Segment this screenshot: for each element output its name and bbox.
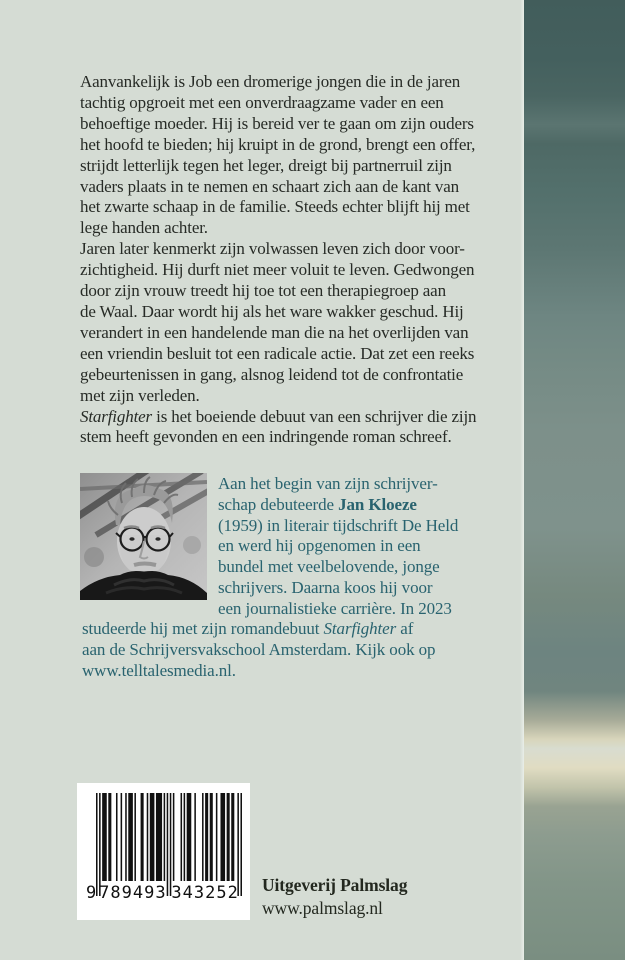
svg-text:9: 9 [86,883,98,903]
publisher-name: Uitgeverij Palmslag [262,875,408,895]
barcode [77,783,250,920]
publisher-block [262,874,407,920]
author-bio-beside-photo: Aan het begin van zijn schrijver- schap debuteerde Jan Kloeze (1959) in literair tijdschrift De Held en werd hij opgenomen in een bundel met veelbelovende, jonge schrijvers. Daarna koos hij voor een journalistieke carrière. In 2023 [218,474,459,618]
barcode-svg [85,793,243,911]
synopsis-paragraph-2: Jaren later kenmerkt zijn volwassen leven zich door voor- zichtigheid. Hij durft niet meer voluit te leven. Gedwongen door zijn vrouw treedt hij toe tot een therapiegroep aan de Waal. Daar wordt hij als het ware wakker geschud. Hij verandert in een handelende man die na het overlijden van een vriendin besluit tot een radicale actie. Dat zet een reeks gebeurtenissen in gang, alsnog leidend tot de confrontatie met zijn verleden. [80,239,475,405]
cover-photo-strip [524,0,625,960]
synopsis-text [80,72,500,448]
svg-text:343252: 343252 [171,883,239,903]
author-bio-below-photo: studeerde hij met zijn romandebuut Starfighter af aan de Schrijversvakschool Amsterdam. Kijk ook op www.telltalesmedia.nl. [82,619,436,680]
svg-text:789493: 789493 [99,883,167,903]
author-portrait-graphic [80,473,207,600]
publisher-website: www.palmslag.nl [262,898,383,918]
synopsis-paragraph-3: Starfighter is het boeiende debuut van een schrijver die zijn stem heeft gevonden en een indringende roman schreef. [80,406,477,447]
author-photo [80,473,207,600]
synopsis-paragraph-1: Aanvankelijk is Job een dromerige jongen die in de jaren tachtig opgroeit met een onverdraagzame vader en een behoeftige moeder. Hij is bereid ver te gaan om zijn ouders het hoofd te bieden; hij kruipt in de grond, brengt een offer, strijdt letterlijk tegen het leger, dreigt bij partnerruil zijn vaders plaats in te nemen en schaart zich aan de kant van het zwarte schaap in de familie. Steeds echter blijft hij met lege handen achter. [80,72,476,238]
